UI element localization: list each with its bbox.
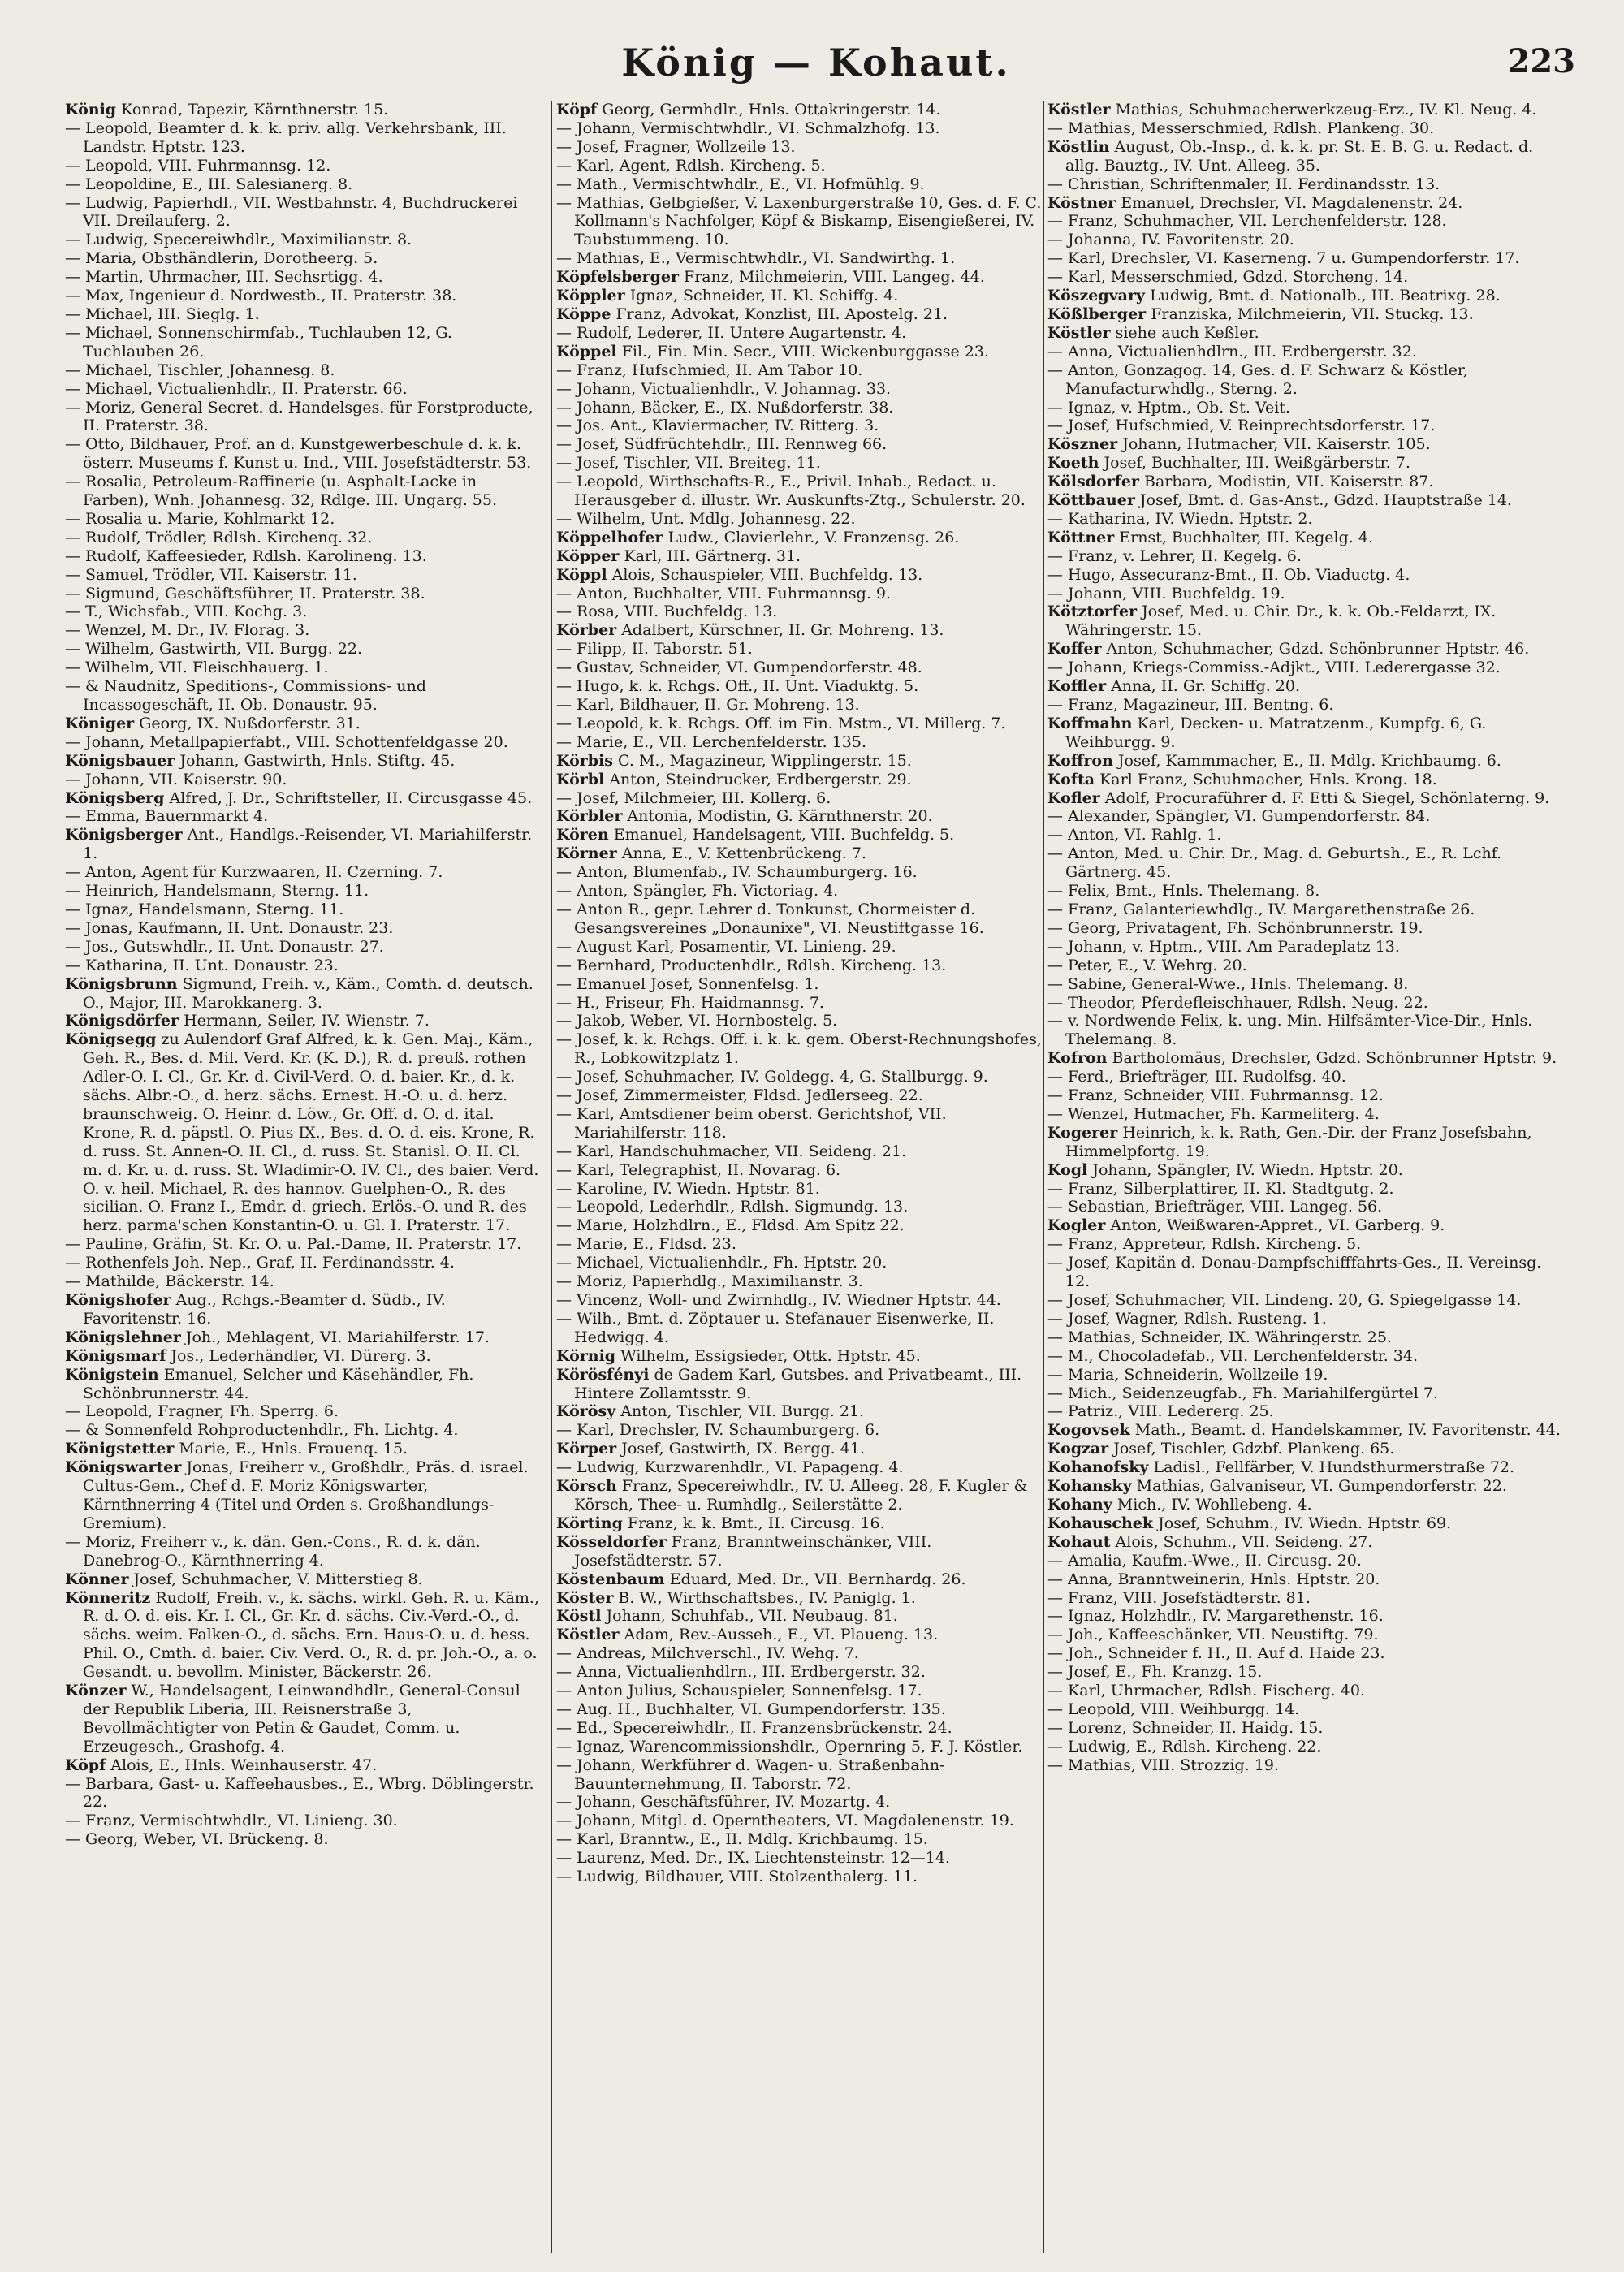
directory-entry: — Franz, Vermischtwhdlr., VI. Linieng. 30. xyxy=(65,1812,398,1830)
directory-entry: — Georg, Privatagent, Fh. Schönbrunnerstr. 19. xyxy=(1047,918,1423,937)
directory-entry: — Franz, v. Lehrer, II. Kegelg. 6. xyxy=(1047,546,1302,565)
directory-entry: Köstl Johann, Schuhfab., VII. Neubaug. 81. xyxy=(556,1607,898,1626)
directory-entry: — Maria, Schneiderin, Wollzeile 19. xyxy=(1047,1365,1328,1384)
directory-entry: — Johann, Victualienhdlr., V. Johannag. 33. xyxy=(556,379,892,398)
directory-entry: — Laurenz, Med. Dr., IX. Liechtensteinstr. 12—14. xyxy=(556,1849,951,1868)
directory-entry: Köpper Karl, III. Gärtnerg. 31. xyxy=(556,546,801,565)
directory-entry: — Mathias, Gelbgießer, V. Laxenburgerstraße 10, Ges. d. F. C. Kollmann's Nachfolger, Köpf & Biskamp, Eisengießerei, IV. Taubstummeng. 10. xyxy=(556,193,1042,249)
directory-entry: — Josef, Südfrüchtehdlr., III. Rennweg 66. xyxy=(556,435,888,454)
directory-entry: Königer Georg, IX. Nußdorferstr. 31. xyxy=(65,714,361,732)
directory-entry: — Leopold, Fragner, Fh. Sperrg. 6. xyxy=(65,1402,339,1421)
directory-entry: Körting Franz, k. k. Bmt., II. Circusg. 16. xyxy=(556,1514,885,1532)
directory-entry: — Rudolf, Kaffeesieder, Rdlsh. Karolineng. 13. xyxy=(65,546,427,565)
directory-entry: Koeth Josef, Buchhalter, III. Weißgärberstr. 7. xyxy=(1047,454,1410,473)
directory-entry: — Otto, Bildhauer, Prof. an d. Kunstgewerbeschule d. k. k. österr. Museums f. Kunst u. Ind., VIII. Josefstädterstr. 53. xyxy=(65,435,532,473)
directory-entry: — Jakob, Weber, VI. Hornbostelg. 5. xyxy=(556,1012,838,1030)
directory-entry: Königsbrunn Sigmund, Freih. v., Käm., Comth. d. deutsch. O., Major, III. Marokkanerg. 3. xyxy=(65,974,533,1012)
directory-entry: — Jonas, Kaufmann, II. Unt. Donaustr. 23. xyxy=(65,918,394,937)
directory-entry: Köppler Ignaz, Schneider, II. Kl. Schiffg. 4. xyxy=(556,287,899,305)
directory-entry: — Michael, Victualienhdlr., II. Praterstr. 66. xyxy=(65,379,408,398)
directory-entry: — Karl, Messerschmied, Gdzd. Storcheng. 14. xyxy=(1047,268,1409,287)
directory-entry: — Anton, Med. u. Chir. Dr., Mag. d. Geburtsh., E., R. Lchf. Gärtnerg. 45. xyxy=(1047,844,1502,882)
directory-entry: Körösfényi de Gadem Karl, Gutsbes. and Privatbeamt., III. Hintere Zollamtsstr. 9. xyxy=(556,1365,1022,1402)
directory-entry: Kösseldorfer Franz, Branntweinschänker, VIII. Josefstädterstr. 57. xyxy=(556,1532,932,1570)
directory-entry: — Mathias, Messerschmied, Rdlsh. Plankeng. 30. xyxy=(1047,119,1435,137)
directory-entry: — Ignaz, Holzhdlr., IV. Margarethenstr. 16. xyxy=(1047,1607,1384,1626)
directory-entry: — Johann, Bäcker, E., IX. Nußdorferstr. 38. xyxy=(556,398,894,417)
directory-entry: — Bernhard, Productenhdlr., Rdlsh. Kircheng. 13. xyxy=(556,956,947,974)
directory-entry: — Ignaz, Handelsmann, Sterng. 11. xyxy=(65,900,344,918)
directory-entry: — Mathias, Schneider, IX. Währingerstr. 25. xyxy=(1047,1328,1392,1346)
directory-entry: — Josef, Schuhmacher, VII. Lindeng. 20, G. Spiegelgasse 14. xyxy=(1047,1291,1522,1309)
directory-entry: — Rothenfels Joh. Nep., Graf, II. Ferdinandsstr. 4. xyxy=(65,1254,455,1272)
directory-entry: — Karl, Drechsler, IV. Schaumburgerg. 6. xyxy=(556,1421,880,1440)
directory-entry: — Ed., Specereiwhdlr., II. Franzensbrückenstr. 24. xyxy=(556,1718,952,1737)
directory-entry: — Johann, v. Hptm., VIII. Am Paradeplatz 13. xyxy=(1047,937,1400,956)
directory-entry: Köstenbaum Eduard, Med. Dr., VII. Bernhardg. 26. xyxy=(556,1570,966,1588)
directory-entry: — Filipp, II. Taborstr. 51. xyxy=(556,640,753,659)
directory-entry: — Franz, Silberplattirer, II. Kl. Stadtgutg. 2. xyxy=(1047,1179,1394,1198)
directory-entry: — August Karl, Posamentir, VI. Linieng. 29. xyxy=(556,937,896,956)
directory-entry: — Marie, Holzhdlrn., E., Fldsd. Am Spitz 22. xyxy=(556,1216,905,1235)
directory-entry: — Heinrich, Handelsmann, Sterng. 11. xyxy=(65,882,369,901)
directory-entry: Koffron Josef, Kammmacher, E., II. Mdlg. Krichbaumg. 6. xyxy=(1047,751,1501,770)
directory-entry: — Josef, k. k. Rchgs. Off. i. k. k. gem. Oberst-Rechnungshofes, R., Lobkowitzplatz 1. xyxy=(556,1030,1042,1068)
directory-entry: Kogerer Heinrich, k. k. Rath, Gen.-Dir. der Franz Josefsbahn, Himmelpfortg. 19. xyxy=(1047,1123,1532,1160)
directory-entry: — Peter, E., V. Wehrg. 20. xyxy=(1047,956,1247,974)
directory-entry: Koffer Anton, Schuhmacher, Gdzd. Schönbrunner Hptstr. 46. xyxy=(1047,640,1530,659)
column-3 xyxy=(1047,101,1567,2253)
directory-entry: Kohauschek Josef, Schuhm., IV. Wiedn. Hptstr. 69. xyxy=(1047,1514,1452,1532)
directory-entry: — Sabine, General-Wwe., Hnls. Thelemang. 8. xyxy=(1047,974,1409,993)
directory-entry: Kofler Adolf, Procuraführer d. F. Etti & Siegel, Schönlaterng. 9. xyxy=(1047,788,1550,807)
directory-entry: — Barbara, Gast- u. Kaffeehausbes., E., Wbrg. Döblingerstr. 22. xyxy=(65,1774,534,1812)
directory-entry: — Johann, Mitgl. d. Opernthеaters, VI. Magdalenenstr. 19. xyxy=(556,1812,1014,1830)
directory-entry: — Franz, Magazineur, III. Bentng. 6. xyxy=(1047,696,1334,714)
directory-entry: — Pauline, Gräfin, St. Kr. O. u. Pal.-Dame, II. Praterstr. 17. xyxy=(65,1235,522,1254)
directory-entry: Köpf Alois, E., Hnls. Weinhauserstr. 47. xyxy=(65,1756,378,1774)
directory-entry: — Anton, VI. Rahlg. 1. xyxy=(1047,826,1222,844)
directory-entry: — Hugo, Assecuranz-Bmt., II. Ob. Viaductg. 4. xyxy=(1047,565,1410,584)
directory-entry: Königslehner Joh., Mehlagent, VI. Mariahilferstr. 17. xyxy=(65,1328,490,1346)
directory-entry: Köstner Emanuel, Drechsler, VI. Magdalenenstr. 24. xyxy=(1047,193,1463,212)
directory-entry: — & Naudnitz, Speditions-, Commissions- und Incassogeschäft, II. Ob. Donaustr. 95. xyxy=(65,677,426,714)
directory-entry: — Wilhelm, VII. Fleischhauerg. 1. xyxy=(65,659,329,677)
directory-entry: — Franz, Hufschmied, II. Am Tabor 10. xyxy=(556,361,863,379)
directory-entry: — Michael, Sonnenschirmfab., Tuchlauben 12, G. Tuchlauben 26. xyxy=(65,323,452,361)
directory-entry: — Josef, Tischler, VII. Breiteg. 11. xyxy=(556,454,821,473)
directory-entry: Köszner Johann, Hutmacher, VII. Kaiserstr. 105. xyxy=(1047,435,1431,454)
directory-entry: — Mich., Seidenzeugfab., Fh. Mariahilfergürtel 7. xyxy=(1047,1384,1438,1402)
directory-entry: — Rosalia, Petroleum-Raffinerie (u. Asphalt-Lacke in Farben), Wnh. Johannesg. 32, Rdlge. III. Ungarg. 55. xyxy=(65,473,498,510)
directory-entry: Kohaut Alois, Schuhm., VII. Seideng. 27. xyxy=(1047,1532,1373,1551)
directory-entry: — & Sonnenfeld Rohproductenhdlr., Fh. Lichtg. 4. xyxy=(65,1421,459,1440)
directory-entry: — Aug. H., Buchhalter, VI. Gumpendorferstr. 135. xyxy=(556,1700,946,1718)
directory-entry: Könneritz Rudolf, Freih. v., k. sächs. wirkl. Geh. R. u. Käm., R. d. O. d. eis. Kr. I. Cl., Gr. Kr. d. sächs. Civ.-Verd.-O., d. sächs. weim. Falken-O., d. sächs. Ern. Haus-O. u. d. hess. Phil. O., Cmth. d. baier. Civ. Verd. O., R. d. pr. Joh.-O., a. o. Gesandt. u. bevollm. Minister, Bäckerstr. 26. xyxy=(65,1588,540,1682)
directory-entry: — Franz, Schneider, VIII. Fuhrmannsg. 12. xyxy=(1047,1086,1384,1105)
directory-entry: Könzer W., Handelsagent, Leinwandhdlr., General-Consul der Republik Liberia, III. Reisnerstraße 3, Bevollmächtigter von Petin & Gaudet, Comm. u. Erzeugesch., Grashofg. 4. xyxy=(65,1682,520,1756)
directory-entry: Kogler Anton, Weißwaren-Appret., VI. Garberg. 9. xyxy=(1047,1216,1445,1235)
directory-entry: — Anna, Branntweinerin, Hnls. Hptstr. 20. xyxy=(1047,1570,1380,1588)
directory-entry: Körper Josef, Gastwirth, IX. Bergg. 41. xyxy=(556,1440,865,1458)
directory-entry: Körner Anna, E., V. Kettenbrückeng. 7. xyxy=(556,844,866,863)
directory-entry: — Leopold, VIII. Weihburgg. 14. xyxy=(1047,1700,1300,1718)
directory-entry: Kohanofsky Ladisl., Fellfärber, V. Hundsthurmerstraße 72. xyxy=(1047,1458,1515,1477)
directory-entry: Köster B. W., Wirthschaftsbes., IV. Paniglg. 1. xyxy=(556,1588,916,1607)
directory-entry: Kören Emanuel, Handelsagent, VIII. Buchfeldg. 5. xyxy=(556,826,955,844)
directory-entry: — Moriz, General Secret. d. Handelsges. für Forstproducte, II. Praterstr. 38. xyxy=(65,398,533,435)
directory-entry: — Ludwig, Bildhauer, VIII. Stolzenthalerg. 11. xyxy=(556,1868,918,1886)
directory-entry: — Katharina, II. Unt. Donaustr. 23. xyxy=(65,956,339,974)
directory-entry: — Franz, Appreteur, Rdlsh. Kircheng. 5. xyxy=(1047,1235,1362,1254)
directory-entry: — Anton, Gonzagog. 14, Ges. d. F. Schwarz & Köstler, Manufacturwhdlg., Sterng. 2. xyxy=(1047,361,1468,398)
directory-entry: Königshofer Aug., Rchgs.-Beamter d. Südb., IV. Favoritenstr. 16. xyxy=(65,1291,446,1328)
directory-entry: Königsberg Alfred, J. Dr., Schriftsteller, II. Circusgasse 45. xyxy=(65,788,533,807)
directory-entry: Köstlin August, Ob.-Insp., d. k. k. pr. St. E. B. G. u. Redact. d. allg. Bauztg., IV. Unt. Alleeg. 35. xyxy=(1047,137,1534,175)
directory-entry: Königsdörfer Hermann, Seiler, IV. Wienstr. 7. xyxy=(65,1012,430,1030)
directory-entry: — Johann, VIII. Buchfeldg. 19. xyxy=(1047,584,1285,603)
directory-entry: Körbis C. M., Magazineur, Wipplingerstr. 15. xyxy=(556,751,912,770)
directory-entry: — Moriz, Freiherr v., k. dän. Gen.-Cons., R. d. k. dän. Danebrog-O., Kärnthnerring 4. xyxy=(65,1532,481,1570)
directory-entry: — Karl, Agent, Rdlsh. Kircheng. 5. xyxy=(556,156,826,175)
directory-entry: — Ignaz, v. Hptm., Ob. St. Veit. xyxy=(1047,398,1290,417)
directory-entry: — Mathilde, Bäckerstr. 14. xyxy=(65,1272,274,1291)
directory-entry: Kofron Bartholomäus, Drechsler, Gdzd. Schönbrunner Hptstr. 9. xyxy=(1047,1049,1557,1068)
directory-entry: Köppe Franz, Advokat, Konzlist, III. Apostelg. 21. xyxy=(556,305,948,323)
directory-entry: — Leopold, Wirthschafts-R., E., Privil. Inhab., Redact. u. Herausgeber d. illustr. Wr. Auskunfts-Ztg., Schulerstr. 20. xyxy=(556,473,1026,510)
directory-entry: — Franz, Galanteriewhdlg., IV. Margarethenstraße 26. xyxy=(1047,900,1475,918)
directory-entry: Könner Josef, Schuhmacher, V. Mitterstieg 8. xyxy=(65,1570,423,1588)
directory-entry: — Felix, Bmt., Hnls. Thelemang. 8. xyxy=(1047,882,1320,901)
directory-entry: — Anton, Spängler, Fh. Victoriag. 4. xyxy=(556,882,839,901)
directory-entry: — Johanna, IV. Favoritenstr. 20. xyxy=(1047,231,1294,249)
directory-entry: — Josef, Wagner, Rdlsh. Rusteng. 1. xyxy=(1047,1309,1327,1328)
directory-entry: — Samuel, Trödler, VII. Kaiserstr. 11. xyxy=(65,565,357,584)
directory-entry: — v. Nordwende Felix, k. ung. Min. Hilfsämter-Vice-Dir., Hnls. Thelemang. 8. xyxy=(1047,1012,1533,1049)
directory-entry: — Sebastian, Briefträger, VIII. Langeg. 56. xyxy=(1047,1198,1383,1216)
directory-entry: — Joh., Schneider f. H., II. Auf d. Haide 23. xyxy=(1047,1644,1385,1663)
directory-entry: — Marie, E., VII. Lerchenfelderstr. 135. xyxy=(556,732,867,751)
directory-entry: — Marie, E., Fldsd. 23. xyxy=(556,1235,736,1254)
directory-entry: — Anna, Victualienhdlrn., III. Erdbergerstr. 32. xyxy=(556,1663,926,1682)
directory-entry: — Joh., Kaffeeschänker, VII. Neustiftg. 79. xyxy=(1047,1626,1379,1644)
directory-entry: — Patriz., VIII. Ledererg. 25. xyxy=(1047,1402,1274,1421)
directory-entry: — Karl, Uhrmacher, Rdlsh. Fischerg. 40. xyxy=(1047,1682,1365,1700)
directory-entry: — Johann, Geschäftsführer, IV. Mozartg. 4. xyxy=(556,1793,891,1812)
directory-entry: Köstler siehe auch Keßler. xyxy=(1047,323,1259,342)
directory-entry: — Wilhelm, Unt. Mdlg. Johannesg. 22. xyxy=(556,509,856,528)
directory-entry: — Max, Ingenieur d. Nordwestb., II. Praterstr. 38. xyxy=(65,287,457,305)
directory-entry: Körber Adalbert, Kürschner, II. Gr. Mohreng. 13. xyxy=(556,621,944,640)
directory-entry: — Leopold, Lederhdlr., Rdlsh. Sigmundg. 13. xyxy=(556,1198,909,1216)
directory-entry: Köttner Ernst, Buchhalter, III. Kegelg. 4. xyxy=(1047,528,1373,546)
directory-entry: — Georg, Weber, VI. Brückeng. 8. xyxy=(65,1830,329,1849)
directory-entry: Königswarter Jonas, Freiherr v., Großhdlr., Präs. d. israel. Cultus-Gem., Chef d. F. Moriz Königswarter, Kärnthnerring 4 (Titel und Orden s. Großhandlungs-Gremium). xyxy=(65,1458,529,1532)
directory-entry: — Math., Vermischtwhdlr., E., VI. Hofmühlg. 9. xyxy=(556,175,925,193)
directory-entry: — Leopold, VIII. Fuhrmannsg. 12. xyxy=(65,156,331,175)
directory-entry: — Mathias, E., Vermischtwhdlr., VI. Sandwirthg. 1. xyxy=(556,249,956,268)
directory-entry: — Michael, Tischler, Johannesg. 8. xyxy=(65,361,335,379)
directory-entry: — Wenzel, Hutmacher, Fh. Karmeliterg. 4. xyxy=(1047,1104,1380,1123)
directory-entry: Königstetter Marie, E., Hnls. Frauenq. 15. xyxy=(65,1440,408,1458)
column-rule xyxy=(551,101,552,2253)
directory-entry: — H., Friseur, Fh. Haidmannsg. 7. xyxy=(556,993,824,1012)
directory-entry: — Anna, Victualienhdlrn., III. Erdbergerstr. 32. xyxy=(1047,342,1417,361)
directory-entry: — Karl, Handschuhmacher, VII. Seideng. 21. xyxy=(556,1142,906,1160)
directory-entry: — Karl, Telegraphist, II. Novarag. 6. xyxy=(556,1160,841,1179)
directory-entry: — Ferd., Briefträger, III. Rudolfsg. 40. xyxy=(1047,1068,1346,1086)
directory-entry: — Jos., Gutswhdlr., II. Unt. Donaustr. 27. xyxy=(65,937,384,956)
directory-entry: — Karl, Drechsler, VI. Kaserneng. 7 u. Gumpendorferstr. 17. xyxy=(1047,249,1520,268)
directory-entry: Körbler Antonia, Modistin, G. Kärnthnerstr. 20. xyxy=(556,807,933,826)
directory-entry: — Anton Julius, Schauspieler, Sonnenfelsg. 17. xyxy=(556,1682,922,1700)
directory-entry: König Konrad, Tapezir, Kärnthnerstr. 15. xyxy=(65,101,389,119)
directory-entry: — Jos. Ant., Klaviermacher, IV. Ritterg. 3. xyxy=(556,417,879,435)
running-title: König — Kohaut. xyxy=(621,41,1011,84)
directory-entry: Koffmahn Karl, Decken- u. Matratzenm., Kumpfg. 6, G. Weihburgg. 9. xyxy=(1047,714,1487,751)
directory-entry: Köpf Georg, Germhdlr., Hnls. Ottakringerstr. 14. xyxy=(556,101,941,119)
directory-entry: — Johann, VII. Kaiserstr. 90. xyxy=(65,770,287,788)
directory-entry: — Anton, Blumenfab., IV. Schaumburgerg. 16. xyxy=(556,863,918,882)
directory-entry: — Katharina, IV. Wiedn. Hptstr. 2. xyxy=(1047,509,1313,528)
directory-entry: — Mathias, VIII. Strozzig. 19. xyxy=(1047,1756,1279,1774)
directory-entry: — Karoline, IV. Wiedn. Hptstr. 81. xyxy=(556,1179,820,1198)
directory-entry: — Ignaz, Warencommissionshdlr., Opernring 5, F. J. Köstler. xyxy=(556,1737,1023,1756)
directory-entry: — Wilh., Bmt. d. Zöptauer u. Stefanauer Eisenwerke, II. Hedwigg. 4. xyxy=(556,1309,995,1346)
directory-entry: — Karl, Branntw., E., II. Mdlg. Krichbaumg. 15. xyxy=(556,1830,928,1849)
directory-entry: — Johann, Metallpapierfabt., VIII. Schottenfeldgasse 20. xyxy=(65,732,508,751)
directory-entry: — Maria, Obsthändlerin, Dorotheerg. 5. xyxy=(65,249,378,268)
directory-entry: — Anton R., gepr. Lehrer d. Tonkunst, Chormeister d. Gesangsvereines „Donaunixe", VI. Neustiftgasse 16. xyxy=(556,900,984,937)
directory-entry: — Gustav, Schneider, VI. Gumpendorferstr. 48. xyxy=(556,659,922,677)
directory-entry: — Emma, Bauernmarkt 4. xyxy=(65,807,269,826)
directory-entry: — Ludwig, Kurzwarenhdlr., VI. Papageng. 4. xyxy=(556,1458,904,1477)
directory-entry: Köttbauer Josef, Bmt. d. Gas-Anst., Gdzd. Hauptstraße 14. xyxy=(1047,491,1512,510)
directory-entry: Körösy Anton, Tischler, VII. Burgg. 21. xyxy=(556,1402,865,1421)
directory-entry: Königsmarf Jos., Lederhändler, VI. Dürerg. 3. xyxy=(65,1346,431,1365)
directory-entry: — Lorenz, Schneider, II. Haidg. 15. xyxy=(1047,1718,1324,1737)
directory-entry: Köppl Alois, Schauspieler, VIII. Buchfeldg. 13. xyxy=(556,565,923,584)
directory-entry: Kötztorfer Josef, Med. u. Chir. Dr., k. k. Ob.-Feldarzt, IX. Währingerstr. 15. xyxy=(1047,603,1497,640)
directory-entry: Kohany Mich., IV. Wohllebeng. 4. xyxy=(1047,1495,1312,1514)
page-number: 223 xyxy=(1507,42,1575,80)
column-1 xyxy=(65,101,544,2253)
directory-entry: — Johann, Vermischtwhdlr., VI. Schmalzhofg. 13. xyxy=(556,119,940,137)
directory-entry: — Andreas, Milchverschl., IV. Wehg. 7. xyxy=(556,1644,859,1663)
directory-entry: Körsch Franz, Specereiwhdlr., IV. U. Alleeg. 28, F. Kugler & Körsch, Thee- u. Rumhdlg., Seilerstätte 2. xyxy=(556,1477,1028,1514)
directory-entry: — Anton, Agent für Kurzwaaren, II. Czerning. 7. xyxy=(65,863,443,882)
directory-entry: — Sigmund, Geschäftsführer, II. Praterstr. 38. xyxy=(65,584,425,603)
directory-entry: Koffler Anna, II. Gr. Schiffg. 20. xyxy=(1047,677,1301,696)
directory-entry: Kofta Karl Franz, Schuhmacher, Hnls. Krong. 18. xyxy=(1047,770,1437,788)
directory-entry: — Ludwig, Specereiwhdlr., Maximilianstr. 8. xyxy=(65,231,412,249)
directory-entry: — Josef, Zimmermeister, Fldsd. Jedlerseeg. 22. xyxy=(556,1086,923,1105)
directory-entry: — Wilhelm, Gastwirth, VII. Burgg. 22. xyxy=(65,640,363,659)
directory-entry: Königsegg zu Aulendorf Graf Alfred, k. k. Gen. Maj., Käm., Geh. R., Bes. d. Mil. Verd. Kr. (K. D.), R. d. preuß. rothen Adler-O. I. Cl., Gr. Kr. d. Civil-Verd. O. d. baier. Kr., d. k. sächs. Albr.-O., d. herz. sächs. Ernest. H.-O. u. d. herz. braunschweig. O. Heinr. d. Löw., Gr. Off. d. O. d. ital. Krone, R. d. päpstl. O. Pius IX., Bes. d. O. d. eis. Krone, R. d. russ. St. Annen-O. II. Cl., d. russ. St. Stanisl. O. II. Cl. m. d. Kr. u. d. russ. St. Wladimir-O. IV. Cl., des baier. Verd. O. v. heil. Michael, R. des hannov. Guelphen-O., R. des sicilian. O. Franz I., Emdr. d. griech. Erlös.-O. und R. des herz. parma'schen Konstantin-O. u. Gl. I. Praterstr. 17. xyxy=(65,1030,539,1235)
directory-entry: — Emanuel Josef, Sonnenfelsg. 1. xyxy=(556,974,819,993)
directory-entry: Köppel Fil., Fin. Min. Secr., VIII. Wickenburggasse 23. xyxy=(556,342,989,361)
directory-entry: — Rosalia u. Marie, Kohlmarkt 12. xyxy=(65,509,335,528)
directory-entry: — Josef, Kapitän d. Donau-Dampfschifffahrts-Ges., II. Vereinsg. 12. xyxy=(1047,1254,1542,1291)
directory-entry: — M., Chocoladefab., VII. Lerchenfelderstr. 34. xyxy=(1047,1346,1418,1365)
directory-entry: — Josef, Fragner, Wollzeile 13. xyxy=(556,137,796,156)
directory-entry: Köszegvary Ludwig, Bmt. d. Nationalb., III. Beatrixg. 28. xyxy=(1047,287,1501,305)
directory-entry: — Johann, Kriegs-Commiss.-Adjkt., VIII. Lederergasse 32. xyxy=(1047,659,1501,677)
directory-entry: Kölsdorfer Barbara, Modistin, VII. Kaiserstr. 87. xyxy=(1047,473,1434,491)
directory-entry: — Josef, Schuhmacher, IV. Goldegg. 4, G. Stallburgg. 9. xyxy=(556,1068,988,1086)
directory-entry: — Amalia, Kaufm.-Wwe., II. Circusg. 20. xyxy=(1047,1551,1362,1570)
directory-entry: Köpfelsberger Franz, Milchmeierin, VIII. Langeg. 44. xyxy=(556,268,985,287)
directory-entry: Körnig Wilhelm, Essigsieder, Ottk. Hptstr. 45. xyxy=(556,1346,921,1365)
directory-entry: — Christian, Schriftenmaler, II. Ferdinandsstr. 13. xyxy=(1047,175,1440,193)
directory-entry: — Moriz, Papierhdlg., Maximilianstr. 3. xyxy=(556,1272,863,1291)
directory-entry: — Theodor, Pferdefleischhauer, Rdlsh. Neug. 22. xyxy=(1047,993,1428,1012)
directory-entry: Köppelhofer Ludw., Clavierlehr., V. Franzensg. 26. xyxy=(556,528,960,546)
directory-entry: — Johann, Werkführer d. Wagen- u. Straßenbahn-Bauunternehmung, II. Taborstr. 72. xyxy=(556,1756,945,1793)
directory-entry: Köstler Mathias, Schuhmacherwerkzeug-Erz., IV. Kl. Neug. 4. xyxy=(1047,101,1537,119)
directory-entry: Königsberger Ant., Handlgs.-Reisender, VI. Mariahilferstr. 1. xyxy=(65,826,533,863)
directory-entry: — Josef, Milchmeier, III. Kollerg. 6. xyxy=(556,788,831,807)
directory-entry: Kößlberger Franziska, Milchmeierin, VII. Stuckg. 13. xyxy=(1047,305,1474,323)
directory-entry: — Anton, Buchhalter, VIII. Fuhrmannsg. 9. xyxy=(556,584,892,603)
directory-entry: Kohansky Mathias, Galvaniseur, VI. Gumpendorferstr. 22. xyxy=(1047,1477,1507,1496)
directory-entry: — Franz, VIII. Josefstädterstr. 81. xyxy=(1047,1588,1311,1607)
directory-entry: — Rosa, VIII. Buchfeldg. 13. xyxy=(556,603,778,621)
directory-entry: Köstler Adam, Rev.-Ausseh., E., VI. Plaueng. 13. xyxy=(556,1626,939,1644)
directory-entry: — Rudolf, Lederer, II. Untere Augartenstr. 4. xyxy=(556,323,907,342)
directory-entry: — Leopoldine, E., III. Salesianerg. 8. xyxy=(65,175,353,193)
directory-entry: — Michael, Victualienhdlr., Fh. Hptstr. 20. xyxy=(556,1254,888,1272)
directory-entry: — Karl, Bildhauer, II. Gr. Mohreng. 13. xyxy=(556,696,860,714)
directory-entry: — Rudolf, Trödler, Rdlsh. Kirchenq. 32. xyxy=(65,528,373,546)
directory-entry: — Hugo, k. k. Rchgs. Off., II. Unt. Viaduktg. 5. xyxy=(556,677,919,696)
directory-entry: Kogzar Josef, Tischler, Gdzbf. Plankeng. 65. xyxy=(1047,1440,1395,1458)
directory-entry: — Wenzel, M. Dr., IV. Florag. 3. xyxy=(65,621,310,640)
directory-entry: Körbl Anton, Steindrucker, Erdbergerstr. 29. xyxy=(556,770,912,788)
directory-entry: Königsbauer Johann, Gastwirth, Hnls. Stiftg. 45. xyxy=(65,751,456,770)
directory-entry: Kogl Johann, Spängler, IV. Wiedn. Hptstr. 20. xyxy=(1047,1160,1403,1179)
directory-entry: — Josef, E., Fh. Kranzg. 15. xyxy=(1047,1663,1263,1682)
directory-entry: — Alexander, Spängler, VI. Gumpendorferstr. 84. xyxy=(1047,807,1431,826)
directory-entry: — Karl, Amtsdiener beim oberst. Gerichtshof, VII. Mariahilferstr. 118. xyxy=(556,1104,947,1142)
directory-entry: — Ludwig, Papierhdl., VII. Westbahnstr. 4, Buchdruckerei VII. Dreilauferg. 2. xyxy=(65,193,518,231)
directory-entry: Königstein Emanuel, Selcher und Käsehändler, Fh. Schönbrunnerstr. 44. xyxy=(65,1365,474,1402)
directory-entry: — Ludwig, E., Rdlsh. Kircheng. 22. xyxy=(1047,1737,1322,1756)
directory-entry: — Michael, III. Sieglg. 1. xyxy=(65,305,260,323)
directory-entry: — Martin, Uhrmacher, III. Sechsrtigg. 4. xyxy=(65,268,383,287)
column-2 xyxy=(556,101,1043,2253)
directory-entry: — Vincenz, Woll- und Zwirnhdlg., IV. Wiedner Hptstr. 44. xyxy=(556,1291,1001,1309)
directory-entry: — Leopold, k. k. Rchgs. Off. im Fin. Mstm., VI. Millerg. 7. xyxy=(556,714,1006,732)
directory-entry: — Josef, Hufschmied, V. Reinprechtsdorferstr. 17. xyxy=(1047,417,1436,435)
directory-entry: — Leopold, Beamter d. k. k. priv. allg. Verkehrsbank, III. Landstr. Hptstr. 123. xyxy=(65,119,507,156)
directory-entry: Kogovsek Math., Beamt. d. Handelskammer, IV. Favoritenstr. 44. xyxy=(1047,1421,1561,1440)
page-header xyxy=(57,41,1575,89)
directory-entry: — T., Wichsfab., VIII. Kochg. 3. xyxy=(65,603,308,621)
directory-entry: — Franz, Schuhmacher, VII. Lerchenfelderstr. 128. xyxy=(1047,212,1447,231)
